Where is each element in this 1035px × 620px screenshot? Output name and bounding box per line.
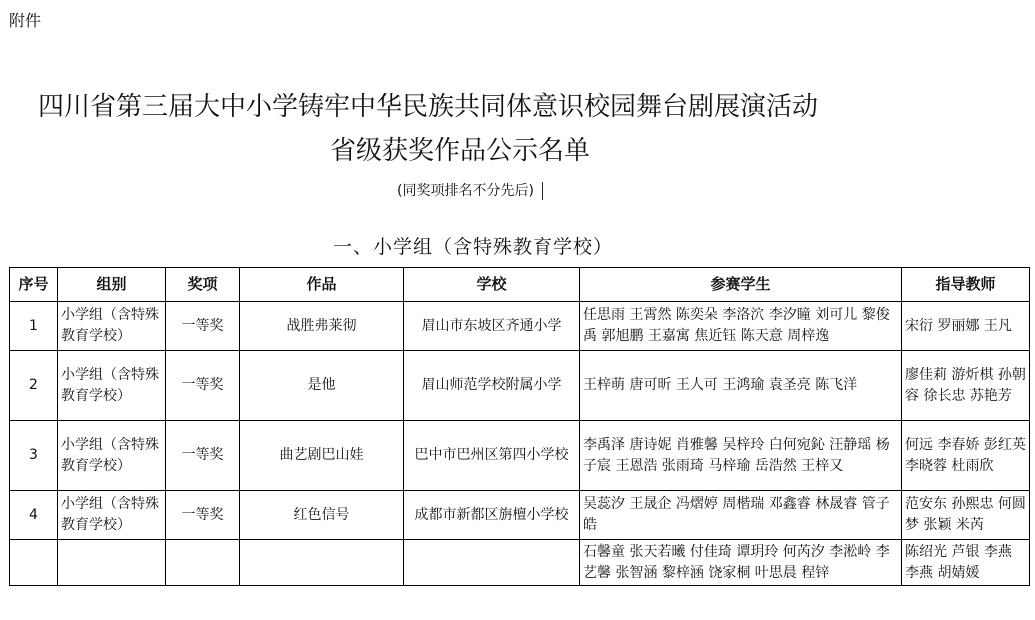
cell-teachers: 范安东 孙熙忠 何圆梦 张颖 米芮 <box>902 491 1030 540</box>
cell-award: 一等奖 <box>166 302 240 351</box>
cell-award: 一等奖 <box>166 491 240 540</box>
page-title-line1: 四川省第三届大中小学铸牢中华民族共同体意识校园舞台剧展演活动 <box>38 92 819 122</box>
cell-school: 成都市新都区旃檀小学校 <box>404 491 580 540</box>
cell-teachers: 陈绍光 芦银 李燕 李燕 胡婧媛 <box>902 540 1030 586</box>
cell-teachers: 何远 李春娇 彭红英 李晓蓉 杜雨欣 <box>902 421 1030 491</box>
cell-group: 小学组（含特殊教育学校） <box>58 491 166 540</box>
header-school: 学校 <box>404 268 580 302</box>
cell-school <box>404 540 580 586</box>
table-row <box>10 351 1030 421</box>
award-table <box>9 267 1030 586</box>
cell-students: 李禹泽 唐诗妮 肖雅馨 吴梓玲 白何宛鈊 汪静瑶 杨子宸 王恩浩 张雨琦 马梓瑜 岳浩然 王梓又 <box>580 421 902 491</box>
attachment-label: 附件 <box>9 11 42 30</box>
cell-students: 石馨童 张天若曦 付佳琦 谭玥玲 何芮汐 李淞岭 李艺馨 张智涵 黎梓涵 饶家桐 叶思晨 程锌 <box>580 540 902 586</box>
cell-work: 曲艺剧巴山娃 <box>240 421 404 491</box>
header-teachers: 指导教师 <box>902 268 1030 302</box>
page-title-line2: 省级获奖作品公示名单 <box>330 136 591 166</box>
ranking-note <box>397 180 543 200</box>
cell-students: 吴蕊汐 王晟企 冯熠婷 周楷瑞 邓鑫睿 林晟睿 管子皓 <box>580 491 902 540</box>
cell-work: 是他 <box>240 351 404 421</box>
header-group: 组别 <box>58 268 166 302</box>
cell-award: 一等奖 <box>166 351 240 421</box>
header-students: 参赛学生 <box>580 268 902 302</box>
ranking-note-text: (同奖项排名不分先后) <box>397 183 534 199</box>
section-heading: 一、小学组（含特殊教育学校） <box>333 236 614 258</box>
cell-award <box>166 540 240 586</box>
cell-award: 一等奖 <box>166 421 240 491</box>
cell-school: 巴中市巴州区第四小学校 <box>404 421 580 491</box>
header-no: 序号 <box>10 268 58 302</box>
table-row <box>10 540 1030 586</box>
cell-no <box>10 540 58 586</box>
cell-no: 2 <box>10 351 58 421</box>
cell-no: 4 <box>10 491 58 540</box>
table-header-row <box>10 268 1030 302</box>
header-award: 奖项 <box>166 268 240 302</box>
cell-no: 3 <box>10 421 58 491</box>
cell-students: 任思雨 王霄然 陈奕朵 李洛泬 李汐瞳 刘可儿 黎俊禹 郭旭鹏 王嘉寓 焦近钰 陈天意 周梓逸 <box>580 302 902 351</box>
cell-teachers: 宋衍 罗丽娜 王凡 <box>902 302 1030 351</box>
table-row <box>10 421 1030 491</box>
cell-group: 小学组（含特殊教育学校） <box>58 351 166 421</box>
header-work: 作品 <box>240 268 404 302</box>
cell-no: 1 <box>10 302 58 351</box>
table-row <box>10 302 1030 351</box>
cell-work: 红色信号 <box>240 491 404 540</box>
cell-group: 小学组（含特殊教育学校） <box>58 421 166 491</box>
cell-school: 眉山市东坡区齐通小学 <box>404 302 580 351</box>
cell-work <box>240 540 404 586</box>
table-row <box>10 491 1030 540</box>
cell-group: 小学组（含特殊教育学校） <box>58 302 166 351</box>
cell-teachers: 廖佳莉 游炘棋 孙朝容 徐长忠 苏艳芳 <box>902 351 1030 421</box>
cell-school: 眉山师范学校附属小学 <box>404 351 580 421</box>
cell-work: 战胜弗莱彻 <box>240 302 404 351</box>
cell-group <box>58 540 166 586</box>
text-cursor <box>542 182 543 200</box>
cell-students: 王梓萌 唐可昕 王人可 王鸿瑜 袁圣亮 陈飞洋 <box>580 351 902 421</box>
